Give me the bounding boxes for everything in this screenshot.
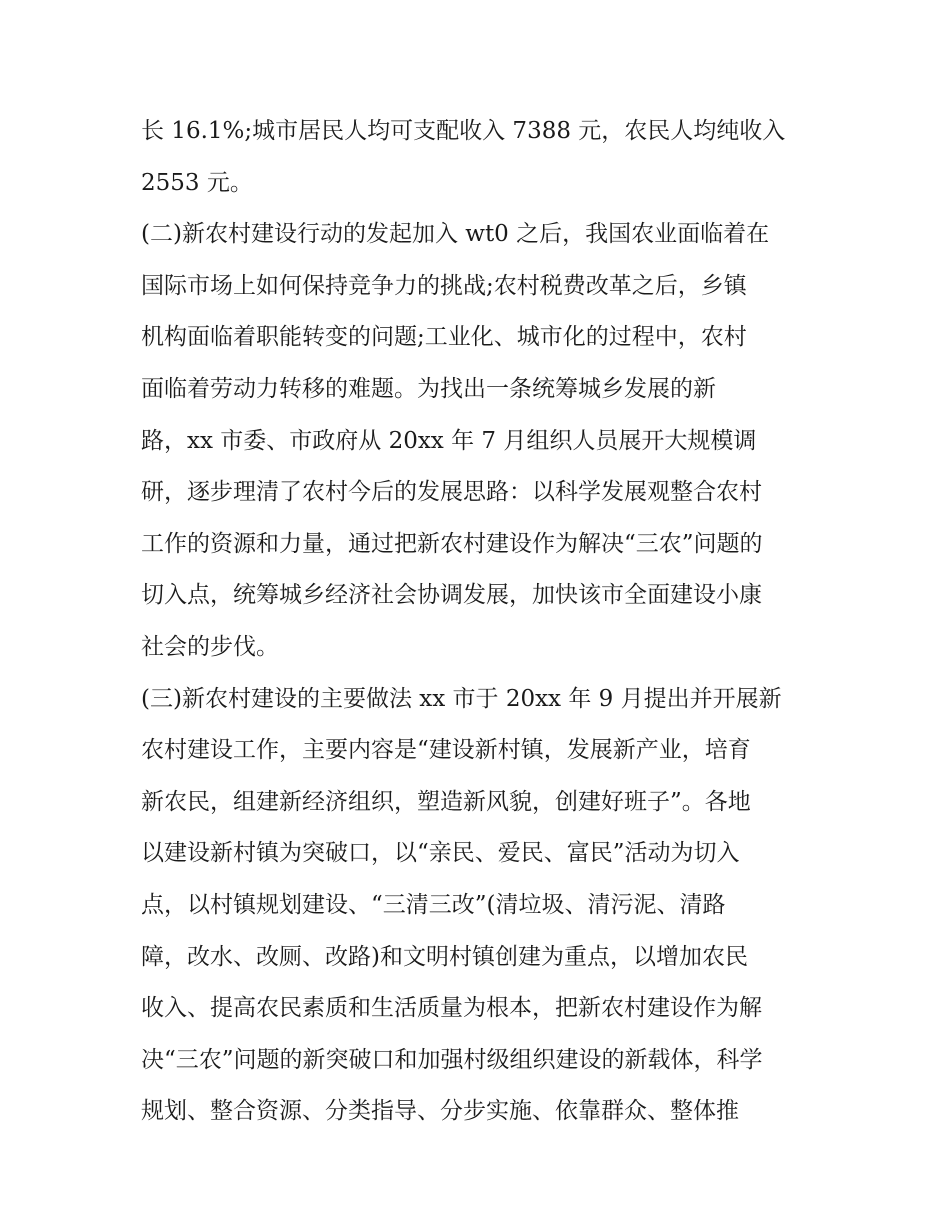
text-line: 面临着劳动力转移的难题。为找出一条统筹城乡发展的新 [141, 375, 716, 402]
text-line: (三)新农村建设的主要做法 xx 市于 20xx 年 9 月提出并开展新 [141, 685, 782, 712]
text-line: 收入、提高农民素质和生活质量为根本，把新农村建设作为解 [141, 995, 762, 1022]
text-line: 以建设新村镇为突破口，以“亲民、爱民、富民”活动为切入 [141, 840, 740, 867]
text-line: 长 16.1%;城市居民人均可支配收入 7388 元，农民人均纯收入 [141, 118, 786, 144]
text-line: 障，改水、改厕、改路)和文明村镇创建为重点，以增加农民 [141, 943, 748, 970]
text-line: 工作的资源和力量，通过把新农村建设作为解决“三农”问题的 [141, 530, 763, 557]
text-line: 2553 元。 [141, 169, 253, 196]
document-body-text [141, 106, 821, 1138]
text-line: 路，xx 市委、市政府从 20xx 年 7 月组织人员展开大规模调 [141, 427, 757, 454]
text-line: 国际市场上如何保持竞争力的挑战;农村税费改革之后，乡镇 [141, 272, 747, 299]
text-line: 点，以村镇规划建设、“三清三改”(清垃圾、清污泥、清路 [141, 891, 726, 918]
text-line: 农村建设工作，主要内容是“建设新村镇，发展新产业，培育 [141, 737, 751, 764]
text-line: 决“三农”问题的新突破口和加强村级组织建设的新载体，科学 [141, 1046, 763, 1073]
text-line: 机构面临着职能转变的问题;工业化、城市化的过程中，农村 [141, 324, 747, 351]
text-line: 新农民，组建新经济组织，塑造新风貌，创建好班子”。各地 [141, 788, 751, 815]
text-line: (二)新农村建设行动的发起加入 wt0 之后，我国农业面临着在 [141, 221, 770, 248]
text-line: 研，逐步理清了农村今后的发展思路：以科学发展观整合农村 [141, 479, 762, 506]
text-line: 切入点，统筹城乡经济社会协调发展，加快该市全面建设小康 [141, 582, 762, 609]
text-line: 社会的步伐。 [141, 633, 279, 660]
text-line: 规划、整合资源、分类指导、分步实施、依靠群众、整体推 [141, 1098, 739, 1125]
